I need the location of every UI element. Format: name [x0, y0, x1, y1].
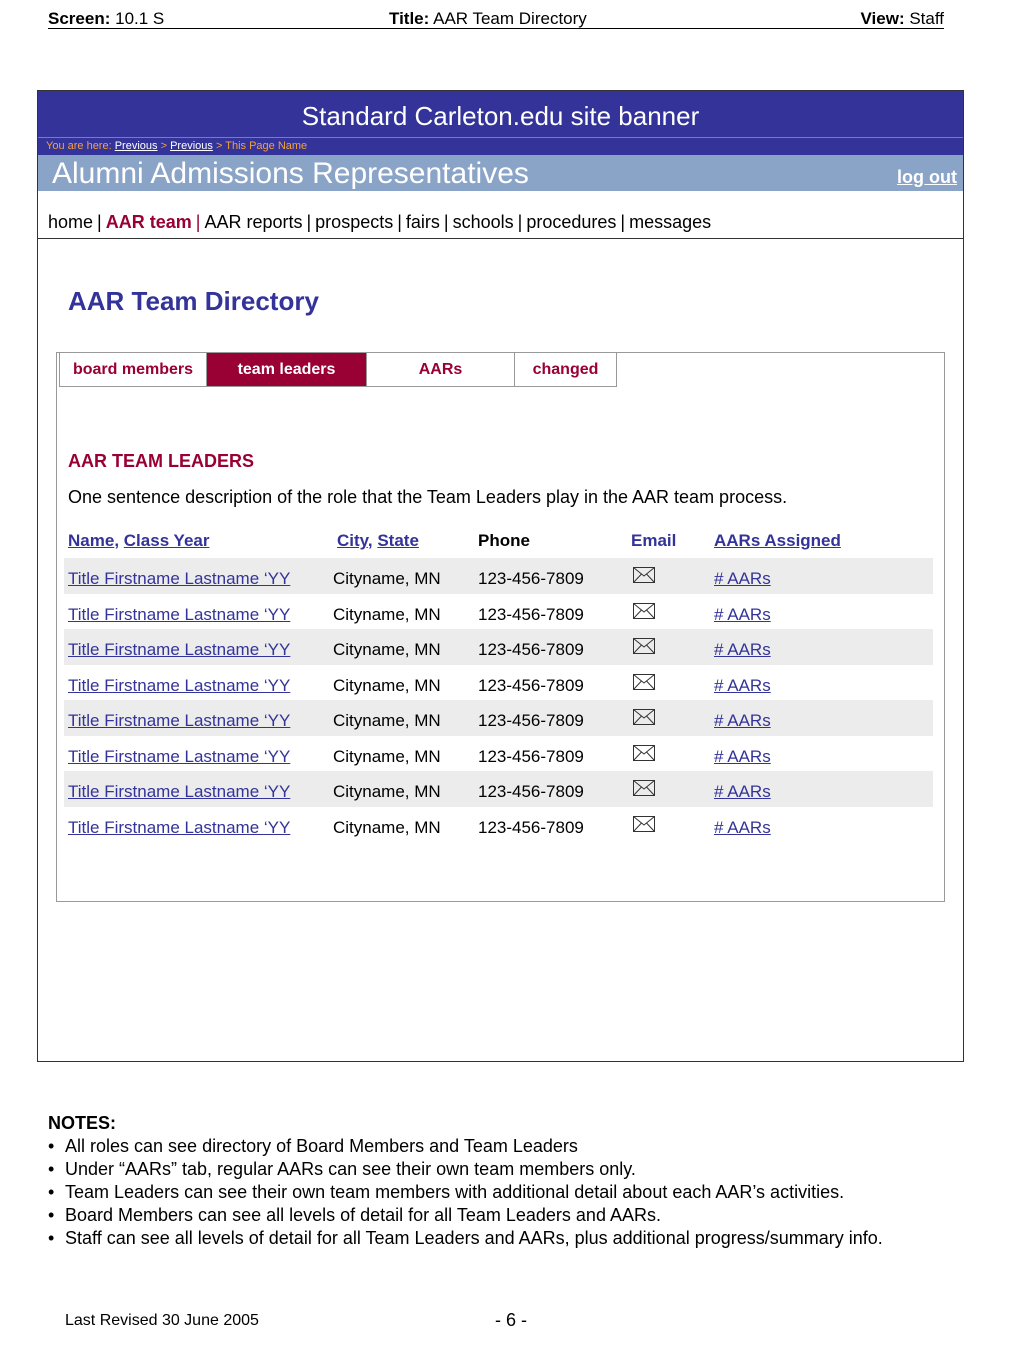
member-name-link[interactable]: Title Firstname Lastname ‘YY	[68, 782, 291, 801]
aars-assigned-link[interactable]: # AARs	[714, 604, 771, 624]
member-phone: 123-456-7809	[478, 640, 584, 659]
doc-title-value: AAR Team Directory	[433, 9, 587, 28]
nav-item-aar-team[interactable]: AAR team	[105, 212, 192, 232]
nav-separator: |	[443, 212, 449, 232]
table-row	[64, 629, 933, 665]
breadcrumb-current: This Page Name	[225, 140, 308, 152]
table-row	[64, 558, 933, 594]
page-number: - 6 -	[495, 1310, 528, 1330]
member-city: Cityname, MN	[333, 746, 441, 766]
sort-state-link[interactable]: State	[377, 531, 419, 550]
aars-assigned-link[interactable]: # AARs	[714, 640, 771, 659]
sort-class-year-link[interactable]: Class Year	[123, 531, 210, 550]
sort-aars-assigned-link[interactable]: AARs Assigned	[714, 531, 841, 550]
app-title-bar	[38, 155, 963, 191]
tab-changed[interactable]: changed	[515, 353, 617, 387]
member-phone: 123-456-7809	[478, 711, 584, 730]
envelope-icon[interactable]	[633, 816, 655, 837]
logout-link[interactable]: log out	[897, 167, 957, 187]
table-row	[64, 736, 933, 772]
member-name-link[interactable]: Title Firstname Lastname ‘YY	[68, 675, 291, 695]
breadcrumb	[38, 137, 963, 155]
member-phone: 123-456-7809	[478, 817, 584, 837]
note-item: • Staff can see all levels of detail for all Team Leaders and AARs, plus additional progress/summary info.	[48, 1227, 905, 1250]
last-revised: Last Revised 30 June 2005	[65, 1312, 259, 1329]
table-row	[64, 594, 933, 630]
member-name-link[interactable]: Title Firstname Lastname ‘YY	[68, 817, 291, 837]
note-item: • All roles can see directory of Board Members and Team Leaders	[48, 1135, 905, 1158]
screen-label: Screen:	[48, 9, 111, 28]
sort-city-link[interactable]: City	[337, 531, 368, 550]
envelope-icon[interactable]	[633, 674, 655, 695]
doc-title	[389, 9, 587, 29]
note-item: • Board Members can see all levels of detail for all Team Leaders and AARs.	[48, 1204, 905, 1227]
nav-item-fairs[interactable]: fairs	[405, 212, 440, 232]
member-city: Cityname, MN	[333, 711, 441, 730]
member-phone: 123-456-7809	[478, 675, 584, 695]
site-banner: Standard Carleton.edu site banner	[38, 91, 963, 137]
tab-board-members[interactable]: board members	[59, 353, 207, 387]
app-title: Alumni Admissions Representatives	[52, 157, 529, 190]
section-title: AAR TEAM LEADERS	[68, 451, 255, 471]
nav-items	[48, 212, 711, 233]
tab-aars[interactable]: AARs	[367, 353, 515, 387]
nav-separator: |	[517, 212, 523, 232]
nav-separator: |	[397, 212, 402, 232]
aars-assigned-link[interactable]: # AARs	[714, 569, 771, 588]
note-item: • Team Leaders can see their own team members with additional detail about each AAR’s activities.	[48, 1181, 905, 1204]
member-city: Cityname, MN	[333, 569, 441, 588]
envelope-icon[interactable]	[633, 638, 655, 659]
page-title: AAR Team Directory	[68, 286, 319, 316]
nav-separator: |	[97, 212, 102, 232]
header-phone: Phone	[478, 531, 530, 550]
nav-item-home[interactable]: home	[48, 212, 94, 232]
envelope-icon[interactable]	[633, 780, 655, 801]
section-description: One sentence description of the role that the Team Leaders play in the AAR team process.	[68, 487, 788, 507]
view-value: Staff	[909, 9, 944, 28]
table-row	[64, 807, 933, 843]
aars-assigned-link[interactable]: # AARs	[714, 746, 771, 766]
tab-bar	[59, 353, 617, 388]
nav-separator: |	[620, 212, 626, 232]
header-comma: ,	[367, 531, 373, 550]
notes	[48, 1112, 905, 1250]
screen-value: 10.1 S	[115, 9, 165, 28]
breadcrumb-link[interactable]: Previous	[170, 140, 213, 152]
member-city: Cityname, MN	[333, 604, 441, 624]
member-city: Cityname, MN	[333, 817, 441, 837]
aars-assigned-link[interactable]: # AARs	[714, 817, 771, 837]
nav-separator: |	[195, 212, 201, 232]
note-item: • Under “AARs” tab, regular AARs can see their own team members only.	[48, 1158, 905, 1181]
breadcrumb-separator: >	[160, 140, 168, 152]
member-name-link[interactable]: Title Firstname Lastname ‘YY	[68, 604, 291, 624]
nav-item-procedures[interactable]: procedures	[526, 212, 617, 232]
member-name-link[interactable]: Title Firstname Lastname ‘YY	[68, 711, 291, 730]
member-name-link[interactable]: Title Firstname Lastname ‘YY	[68, 569, 291, 588]
nav-item-aar-reports[interactable]: AAR reports	[204, 212, 303, 232]
aars-assigned-link[interactable]: # AARs	[714, 782, 771, 801]
envelope-icon[interactable]	[633, 603, 655, 624]
header-email: Email	[631, 531, 677, 550]
member-name-link[interactable]: Title Firstname Lastname ‘YY	[68, 640, 291, 659]
member-phone: 123-456-7809	[478, 746, 584, 766]
header-comma: ,	[114, 531, 120, 550]
envelope-icon[interactable]	[633, 745, 655, 766]
aars-assigned-link[interactable]: # AARs	[714, 675, 771, 695]
member-phone: 123-456-7809	[478, 569, 584, 588]
member-phone: 123-456-7809	[478, 782, 584, 801]
directory-table	[64, 558, 933, 842]
doc-view	[861, 9, 944, 29]
notes-list	[48, 1135, 905, 1250]
table-row	[64, 771, 933, 807]
nav-item-schools[interactable]: schools	[452, 212, 514, 232]
table-header	[68, 531, 933, 553]
doc-title-label: Title:	[389, 9, 430, 28]
main-nav	[38, 192, 963, 239]
member-city: Cityname, MN	[333, 640, 441, 659]
member-city: Cityname, MN	[333, 675, 441, 695]
envelope-icon[interactable]	[633, 567, 655, 588]
breadcrumb-link[interactable]: Previous	[114, 140, 158, 152]
envelope-icon[interactable]	[633, 709, 655, 730]
table-row	[64, 700, 933, 736]
sort-name-link[interactable]: Name	[68, 531, 115, 550]
tab-team-leaders[interactable]: team leaders	[207, 353, 367, 387]
document-header	[48, 8, 944, 29]
table-row	[64, 665, 933, 701]
nav-item-messages[interactable]: messages	[629, 212, 712, 232]
screen-id	[48, 9, 164, 29]
member-name-link[interactable]: Title Firstname Lastname ‘YY	[68, 746, 291, 766]
nav-separator: |	[306, 212, 312, 232]
member-city: Cityname, MN	[333, 782, 441, 801]
nav-item-prospects[interactable]: prospects	[315, 212, 394, 232]
notes-title: NOTES:	[48, 1113, 117, 1133]
breadcrumb-prefix: You are here:	[46, 140, 112, 152]
member-phone: 123-456-7809	[478, 604, 584, 624]
breadcrumb-trail	[46, 140, 307, 152]
view-label: View:	[860, 9, 905, 28]
aars-assigned-link[interactable]: # AARs	[714, 711, 771, 730]
breadcrumb-separator: >	[215, 140, 223, 152]
